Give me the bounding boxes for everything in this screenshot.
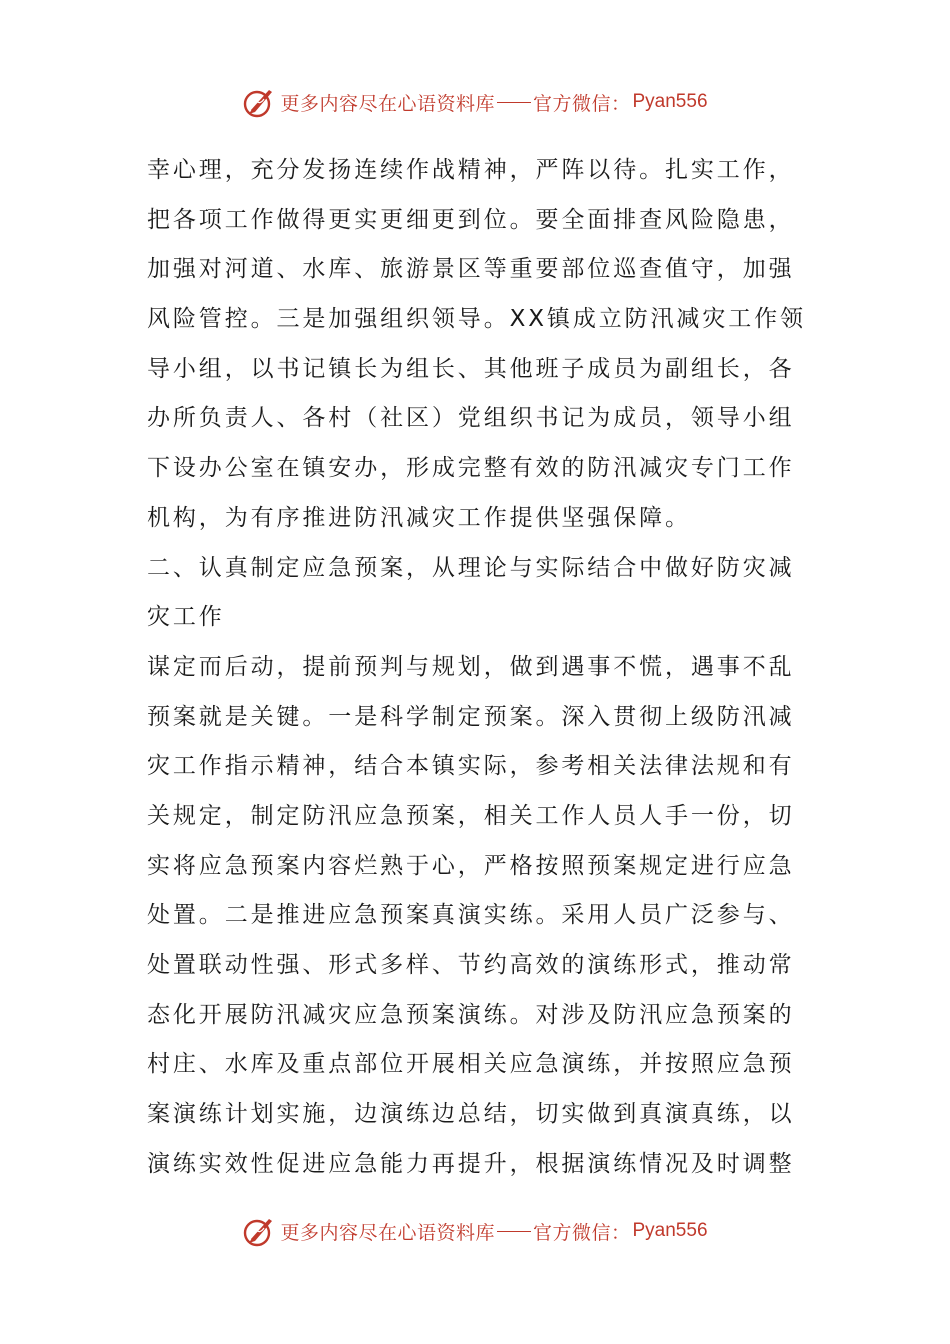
body-line: 预案就是关键。一是科学制定预案。深入贯彻上级防汛减 — [147, 703, 795, 730]
body-line: 幸心理，充分发扬连续作战精神，严阵以待。扎实工作， — [147, 157, 795, 183]
quill-logo-icon — [242, 85, 276, 119]
watermark-main-text: 更多内容尽在心语资料库 — [280, 92, 495, 115]
body-line: 风险管控。三是加强组织领导。XX镇成立防汛减灾工作领 — [147, 306, 806, 333]
header-watermark — [0, 82, 950, 122]
watermark-account-id: Pyan556 — [632, 1220, 708, 1241]
body-line: 下设办公室在镇安办，形成完整有效的防汛减灾专门工作 — [147, 455, 795, 482]
body-line: 案演练计划实施，边演练边总结，切实做到真演真练，以 — [147, 1101, 795, 1128]
document-body — [147, 146, 807, 1189]
section-heading-cont: 灾工作 — [147, 604, 225, 631]
body-line: 处置联动性强、形式多样、节约高效的演练形式，推动常 — [147, 952, 795, 978]
section-heading: 二、认真制定应急预案，从理论与实际结合中做好防灾减 — [147, 554, 795, 581]
footer-watermark — [0, 1211, 950, 1251]
watermark-secondary-text: 官方微信： — [532, 1221, 631, 1244]
body-line: 处置。二是推进应急预案真演实练。采用人员广泛参与、 — [147, 902, 795, 929]
watermark-dash — [497, 102, 531, 103]
body-line: 加强对河道、水库、旅游景区等重要部位巡查值守，加强 — [147, 256, 795, 283]
body-line: 把各项工作做得更实更细更到位。要全面排查风险隐患， — [147, 206, 795, 233]
watermark-main-text: 更多内容尽在心语资料库 — [280, 1221, 495, 1244]
body-line: 谋定而后动，提前预判与规划，做到遇事不慌，遇事不乱 — [147, 653, 795, 680]
body-line: 灾工作指示精神，结合本镇实际，参考相关法律法规和有 — [147, 753, 795, 780]
watermark-dash — [497, 1231, 531, 1232]
body-line: 办所负责人、各村（社区）党组织书记为成员，领导小组 — [147, 405, 795, 432]
quill-logo-icon — [242, 1214, 276, 1248]
body-line: 演练实效性促进应急能力再提升，根据演练情况及时调整 — [147, 1150, 795, 1177]
body-line: 关规定，制定防汛应急预案，相关工作人员人手一份，切 — [147, 802, 795, 829]
body-line: 实将应急预案内容烂熟于心，严格按照预案规定进行应急 — [147, 852, 795, 879]
body-line: 导小组，以书记镇长为组长、其他班子成员为副组长，各 — [147, 355, 795, 382]
body-line: 态化开展防汛减灾应急预案演练。对涉及防汛应急预案的 — [147, 1001, 795, 1028]
watermark-account-id: Pyan556 — [632, 91, 708, 112]
body-line: 村庄、水库及重点部位开展相关应急演练，并按照应急预 — [147, 1051, 795, 1078]
body-line: 机构，为有序推进防汛减灾工作提供坚强保障。 — [147, 504, 691, 531]
watermark-secondary-text: 官方微信： — [532, 92, 631, 115]
